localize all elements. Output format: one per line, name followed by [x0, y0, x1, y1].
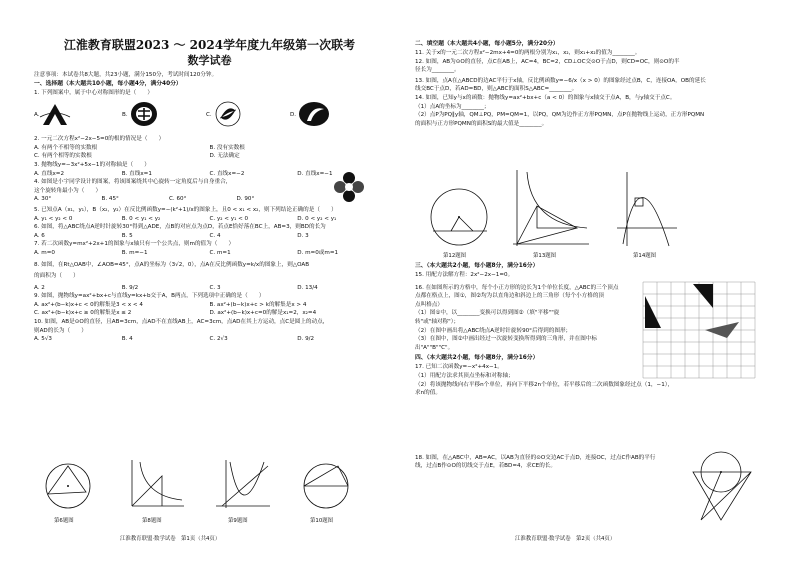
page-1-footer: 江淮教育联盟·数学试卷 第1页（共4页） [120, 536, 221, 542]
page-2 [397, 0, 794, 561]
q1-options [34, 97, 385, 135]
figure-13-caption: 第13题图 [533, 253, 557, 259]
question-17-line2: （1）用配方法求其顶点坐标和对称轴； [415, 372, 514, 379]
q3-option-a: A. 直线x=2 [34, 170, 65, 177]
q3-option-d: D. 直线x=−1 [297, 170, 333, 177]
question-2: 2. 一元二次方程x²−2x−5=0的根的情况是（ ） [34, 136, 165, 143]
q8-option-a: A. 2 [34, 284, 45, 291]
q4-options [34, 195, 304, 204]
logo-c-icon [214, 101, 242, 127]
question-8-line1: 8. 如图，在Rt△OAB中，∠AOB=45°，点A的坐标为（3√2，0），点A在反比例函数y=k/x的图象上，则△OAB [34, 261, 310, 268]
question-14-line2: （1）点A的坐标为________； [415, 103, 490, 110]
logo-b-icon [130, 101, 158, 127]
exam-notes: 注意事项：本试卷共8大题，共23小题，满分150分，考试时间120分钟。 [34, 72, 218, 78]
q1-option-b: B. [122, 112, 128, 119]
question-14-line1: 14. 如图，已知y与x的函数：抛物线y=ax²+bx+c（a < 0）的图象与x轴交于点A，B，与y轴交于点C。 [415, 94, 676, 101]
figure-18-diagram [687, 450, 753, 522]
q4-option-b: B. 45° [101, 196, 119, 203]
question-18-line1: 18. 如图，在△ABC中，AB=AC，以AB为直径的⊙O交边AC于点D，连接OC，过点C作AB的平行 [415, 454, 656, 461]
figure-9-caption: 第9题图 [228, 518, 248, 524]
question-16-line3: 点叫格点） [415, 301, 443, 308]
question-4-line1: 4. 如图是小宇同学设计的图案，将该图案绕其中心旋转一定角度后与自身重合， [34, 179, 232, 186]
q5-option-b: B. 0 < y₁ < y₂ [121, 215, 161, 222]
section-4-heading: 四、（本大题共2小题，每小题8分，满分16分） [415, 355, 539, 362]
section-2-heading: 二、填空题（本大题共4小题，每小题5分，满分20分） [415, 41, 559, 47]
q7-option-c: C. m=1 [209, 249, 231, 256]
question-15: 15. 用配方法解方程：2x²−2x−1=0。 [415, 272, 514, 278]
q2-option-b: B. 没有实数根 [209, 144, 245, 151]
figure-13-diagram [507, 168, 591, 248]
q2-options-row2 [34, 152, 385, 161]
figure-9-diagram [212, 458, 272, 510]
question-4-line2: 这个旋转角最小为（ ） [34, 187, 102, 194]
question-4-block [34, 178, 385, 195]
q6-options [34, 232, 385, 241]
figure-12-caption: 第12题图 [443, 253, 467, 259]
question-16-line7: （3）在图中，图②中画出经过一次旋转变换所得到的三角形，并在图中标 [415, 336, 597, 343]
q2-option-c: C. 有两个相等的实数根 [34, 153, 92, 160]
figure-8-diagram [126, 458, 186, 510]
question-10-line2: 则AD的长为（ ） [34, 327, 87, 334]
figure-8-caption: 第8题图 [142, 518, 162, 524]
question-17-line1: 17. 已知二次函数y=−x²+4x−1。 [415, 364, 503, 371]
q7-option-b: B. m=−1 [121, 249, 148, 256]
question-11: 11. 关于x的一元二次方程x²−2mx+4=0的两根分别为x₁，x₂，则x₁+x₂的值为________。 [415, 50, 641, 56]
q7-option-a: A. m=0 [34, 249, 55, 256]
q1-option-a: A. [34, 112, 40, 119]
q10-option-b: B. 4 [121, 336, 133, 343]
section-1-heading: 一、选择题（本大题共10小题，每小题4分，满分40分） [34, 80, 182, 87]
q9-option-b: B. ax²+(b−k)x+c > k的解集是x > 4 [209, 301, 307, 308]
q4-option-d: D. 90° [236, 196, 255, 203]
figure-6-diagram [38, 462, 98, 510]
flower-pattern-icon [334, 172, 364, 202]
question-7: 7. 若二次函数y=mx²+2x+1的图象与x轴只有一个公共点，则m的值为（ ） [34, 241, 235, 248]
q7-option-d: D. m=0或m=1 [297, 249, 339, 256]
q10-option-d: D. 9/2 [297, 336, 315, 343]
q8-options [34, 284, 385, 293]
question-16-line2: 点都在格点上，图①，图②均为以直角边和斜边上的三角形（每个小方格的顶 [415, 293, 605, 300]
q10-option-c: C. 2√3 [209, 336, 228, 343]
figure-10-caption: 第10题图 [310, 518, 334, 524]
question-16-line4: （1）图①中，以________变换可以得到图②（填"平移""旋 [415, 310, 560, 317]
question-9: 9. 如图，抛物线y=ax²+bx+c与直线y=kx+b交于A，B两点，下列选项中正确的是（ ） [34, 293, 265, 300]
q6-option-a: A. 6 [34, 232, 45, 239]
question-17-line4: 求n的值。 [415, 390, 441, 397]
q4-option-a: A. 30° [34, 196, 52, 203]
q8-option-d: D. 13/4 [297, 284, 318, 291]
page-2-footer: 江淮教育联盟·数学试卷 第2页（共4页） [515, 536, 616, 542]
q9-option-c: C. ax²+(b−k)x+c ≥ 0的解集是x ≤ 2 [34, 310, 132, 317]
question-16-line5: 转"或"轴对称"）； [415, 318, 460, 325]
q6-option-d: D. 3 [297, 232, 309, 239]
question-5: 5. 已知点A（x₁，y₁），B（x₂，y₂）在反比例函数y=−(k²+1)/x的图象上，且0 < x₁ < x₂，则下列结论正确的是（ ） [34, 206, 337, 213]
question-14-line4: 的面积与正方形PQMN的面积S的最大值是________。 [415, 120, 548, 127]
question-16-line6: （2）在图中画出将△ABC绕点A逆时针旋转90°后得到的图形； [415, 327, 572, 334]
figure-14-caption: 第14题图 [633, 253, 657, 259]
q9-option-a: A. ax²+(b−k)x+c < 0的解集是3 < x < 4 [34, 301, 143, 308]
q4-option-c: C. 60° [169, 196, 187, 203]
q9-options-row2 [34, 309, 385, 318]
q3-options [34, 170, 385, 179]
q5-option-c: C. y₂ < y₁ < 0 [209, 215, 249, 222]
q10-option-a: A. 5√3 [34, 336, 52, 343]
exam-title: 江淮教育联盟2023 ～ 2024学年度九年级第一次联考 [63, 38, 356, 52]
q6-option-c: C. 4 [209, 232, 221, 239]
q9-option-d: D. ax²+(b−k)x+c=0的解是x₁=2，x₂=4 [209, 310, 317, 317]
q3-option-b: B. 直线x=1 [121, 170, 152, 177]
figure-14-diagram [613, 170, 679, 248]
q2-option-d: D. 无法确定 [209, 153, 240, 160]
q5-option-a: A. y₁ < y₂ < 0 [34, 215, 73, 222]
figure-10-diagram [296, 460, 356, 510]
q1-option-c: C. [206, 112, 212, 119]
q2-option-a: A. 有两个不相等的实数根 [34, 144, 98, 151]
question-8-line2: 的面积为（ ） [34, 273, 79, 280]
exam-subtitle: 数学试卷 [187, 54, 232, 67]
question-13-line2: 线交BC于点D，若AD=BD，则△ABC的面积S△ABC=________。 [415, 86, 578, 93]
question-10-line1: 10. 如图，AB是⊙O的直径，且AB=3cm，点AD不在直线AB上，AC=3cm，点AD在其上方运动，点C是圆上的动点， [34, 319, 329, 326]
q6-option-b: B. 5 [121, 232, 133, 239]
q1-option-d: D. [290, 112, 297, 119]
question-6: 6. 如图，将△ABC绕点A逆时针旋转30°得到△ADE，点B的对应点为点D，若点E恰好落在BC上，AB=3，则BD的长为 [34, 224, 326, 231]
q8-option-c: C. 3 [209, 284, 221, 291]
q3-option-c: C. 直线x=−2 [209, 170, 245, 177]
figure-16-grid [643, 282, 755, 378]
section-3-heading: 三、（本大题共2小题，每小题8分，满分16分） [415, 263, 539, 269]
question-13-line1: 13. 如图，点A在△ABCD的边AC平行于x轴，反比例函数y=−6/x（x > 0）的图象经过点B，C，连接OA，OB的延长 [415, 77, 706, 84]
figure-6-caption: 第6题图 [54, 518, 74, 524]
q10-options [34, 335, 385, 344]
q5-options [34, 215, 385, 224]
logo-d-icon [298, 101, 330, 127]
q5-option-d: D. 0 < y₂ < y₁ [297, 215, 337, 222]
question-1: 1. 下列图案中，属于中心对称图形的是（ ） [34, 89, 153, 96]
logo-a-icon [40, 101, 70, 127]
question-16-line1: 16. 在如图所示的方格中，每个小正方形的边长为1个单位长度，△ABC的三个顶点 [415, 284, 619, 291]
question-14-line3: （2）点P为PQ∥y轴，QM⊥PQ，PM=QM=1，以PQ，QM为边作正方形PQMN，点P在抛物线上运动，正方形PQMN [415, 112, 705, 119]
question-3: 3. 抛物线y=−3x²+5x−1的对称轴是（ ） [34, 161, 150, 168]
q7-options [34, 249, 385, 258]
figure-12-diagram [429, 185, 491, 249]
question-16-line8: 出"A""B""C"。 [415, 344, 454, 351]
q2-options-row1 [34, 144, 385, 153]
question-12-line2: 径长为________。 [415, 67, 460, 74]
question-18-line2: 线，过点B作⊙O的切线交于点E，若BD=4，求CE的长。 [415, 463, 556, 470]
question-12-line1: 12. 如图，AB为⊙O的直径，点C在AB上，AC=4，BC=2，CD⊥OC交⊙O于点D，则CD=OC，则⊙O的半 [415, 58, 680, 65]
question-17-line3: （2）将该抛物线向右平移n个单位，再向下平移2n个单位，若平移后的二次函数图象经过点（1，−1）， [415, 381, 674, 388]
q8-option-b: B. 9/2 [121, 284, 139, 291]
q9-options-row1 [34, 301, 385, 310]
